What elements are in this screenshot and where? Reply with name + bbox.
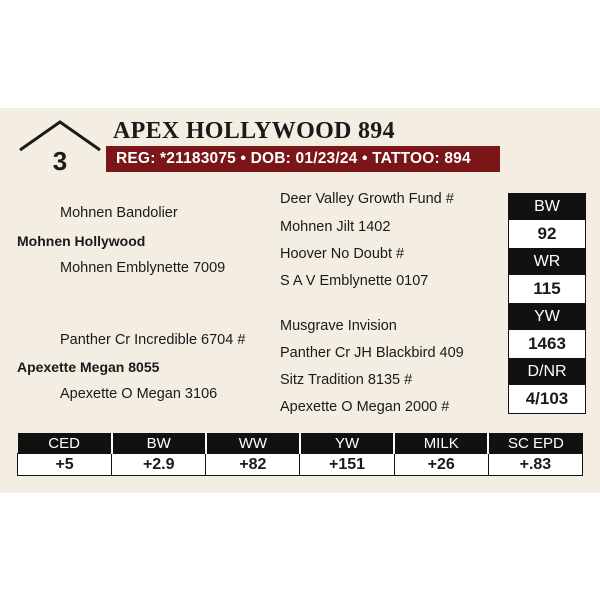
pedigree-sire-dam-sire: Hoover No Doubt # bbox=[280, 246, 405, 262]
epd-value-bw: +2.9 bbox=[112, 454, 206, 476]
epd-header-ced: CED bbox=[18, 433, 112, 454]
pedigree-dam-sire: Panther Cr Incredible 6704 # bbox=[60, 332, 246, 348]
stat-value: 4/103 bbox=[509, 385, 585, 413]
epd-table bbox=[17, 433, 583, 476]
pedigree-dam-dam: Apexette O Megan 3106 bbox=[60, 386, 218, 402]
epd-value-ww: +82 bbox=[206, 454, 300, 476]
stat-label: BW bbox=[509, 194, 585, 220]
epd-value-ced: +5 bbox=[18, 454, 112, 476]
pedigree-dam-sire-sire: Musgrave Invision bbox=[280, 318, 397, 334]
stat-box-yw bbox=[508, 303, 586, 359]
epd-value-row bbox=[18, 454, 583, 476]
epd-header-row bbox=[18, 433, 583, 454]
stat-label: WR bbox=[509, 249, 585, 275]
pedigree-sire-sire: Mohnen Bandolier bbox=[60, 205, 178, 221]
pedigree-dam-dam-dam: Apexette O Megan 2000 # bbox=[280, 399, 450, 415]
epd-value-sc: +.83 bbox=[488, 454, 582, 476]
epd-header-sc: SC EPD bbox=[488, 433, 582, 454]
stat-box-wr bbox=[508, 248, 586, 304]
pedigree-sire-dam: Mohnen Emblynette 7009 bbox=[60, 260, 226, 276]
epd-value-milk: +26 bbox=[394, 454, 488, 476]
pedigree-dam: Apexette Megan 8055 bbox=[17, 359, 160, 375]
stat-box-bw bbox=[508, 193, 586, 249]
epd-header-yw: YW bbox=[300, 433, 394, 454]
stat-box-dnr bbox=[508, 358, 586, 414]
animal-name: APEX HOLLYWOOD 894 bbox=[113, 118, 395, 144]
pedigree-sire-sire-dam: Mohnen Jilt 1402 bbox=[280, 219, 391, 235]
stat-label: D/NR bbox=[509, 359, 585, 385]
registration-bar: REG: *21183075 • DOB: 01/23/24 • TATTOO: 894 bbox=[106, 146, 500, 172]
lot-number: 3 bbox=[52, 146, 68, 176]
pedigree-dam-dam-sire: Sitz Tradition 8135 # bbox=[280, 372, 413, 388]
stat-value: 92 bbox=[509, 220, 585, 248]
stat-value: 1463 bbox=[509, 330, 585, 358]
stat-label: YW bbox=[509, 304, 585, 330]
stat-value: 115 bbox=[509, 275, 585, 303]
epd-header-ww: WW bbox=[206, 433, 300, 454]
epd-header-bw: BW bbox=[112, 433, 206, 454]
pedigree-sire-sire-sire: Deer Valley Growth Fund # bbox=[280, 191, 454, 207]
pedigree-sire: Mohnen Hollywood bbox=[17, 233, 146, 249]
epd-header-milk: MILK bbox=[394, 433, 488, 454]
epd-value-yw: +151 bbox=[300, 454, 394, 476]
pedigree-dam-sire-dam: Panther Cr JH Blackbird 409 bbox=[280, 345, 464, 361]
pedigree-sire-dam-dam: S A V Emblynette 0107 bbox=[280, 273, 429, 289]
